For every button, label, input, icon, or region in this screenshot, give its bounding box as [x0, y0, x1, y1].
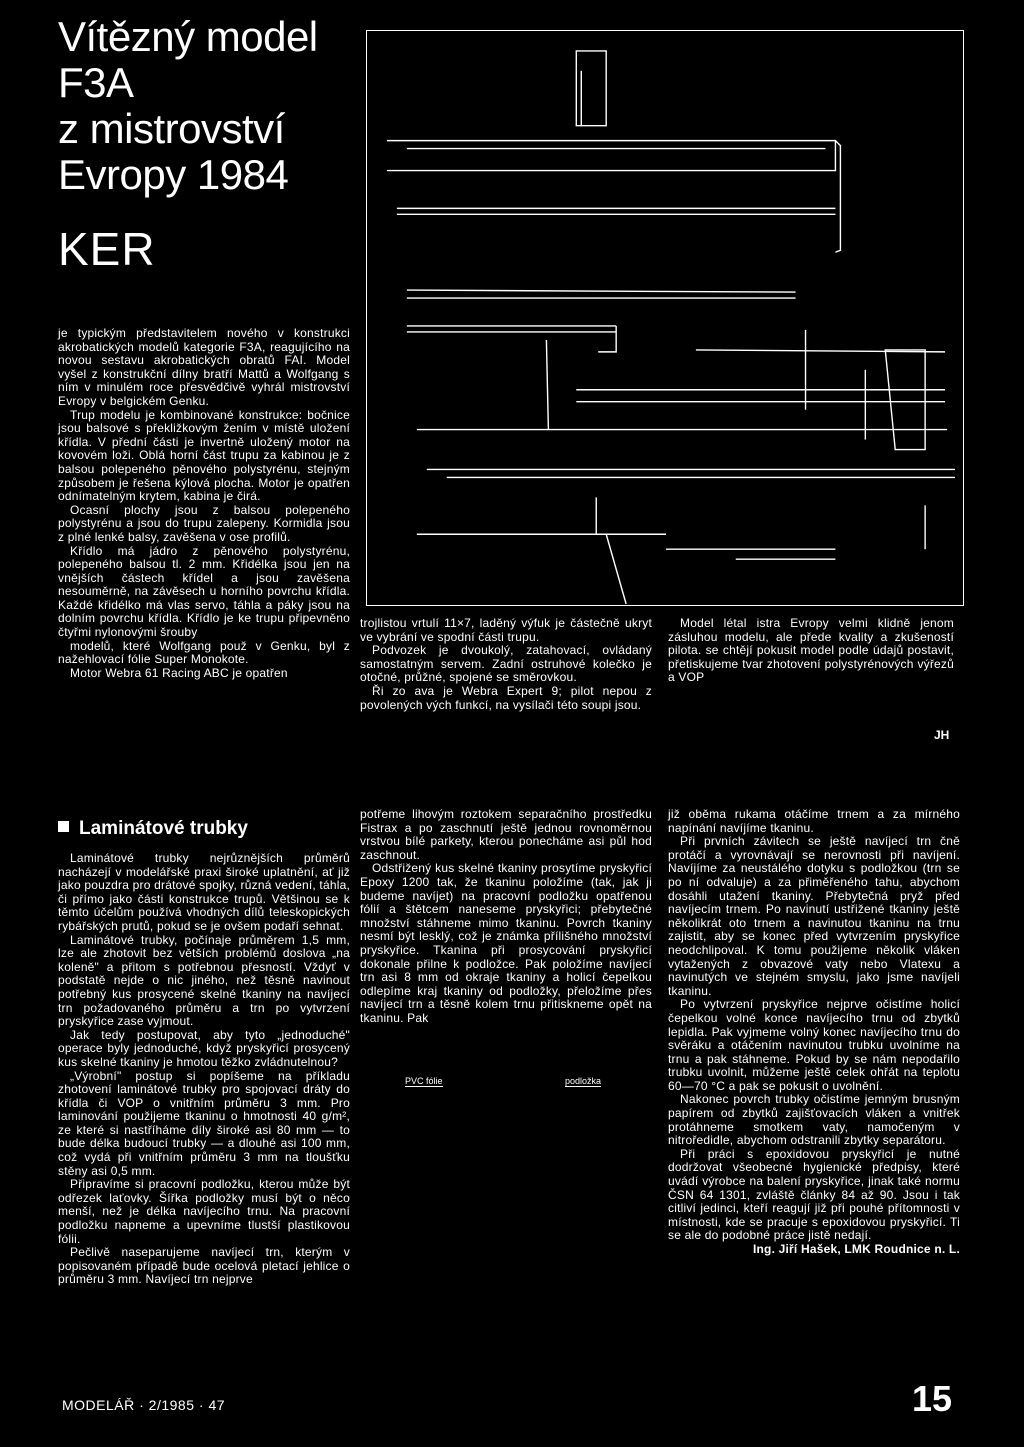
paragraph: Při prvních závitech se ještě navíjecí trn čně protáčí a vyrovnávají se nerovnosti při navíjení. Navíjíme za neustálého dotyku s podložkou (trn se po ní odvaluje) a za přiměřeného tahu, abychom dosáhli utažení tkaniny. Přebytečná pryž před navíjecím trnem. Po navinutí ustřižené tkaniny ještě několikrát oto trnem a navinutou tkaninu na trnu zajistit, aby se konec před vytvrzením pryskyřice neodchlipoval. K tomu použijeme několik vláken vytažených z obvazové vaty nebo Vlatexu a navinutých ve stejném smyslu, jako jsme navíjeli tkaninu.	[668, 834, 960, 998]
article-right-column	[668, 617, 954, 685]
paragraph: Po vytvrzení pryskyřice nejprve očistíme holicí čepelkou volné konce navíjecího trnu od zbytků lepidla. Pak vyjmeme volný konec navíjecího trnu do svěráku a otáčením navinutou trubku uvolníme na trnu a pak stáhneme. Pokud by se nám nepodařilo trubku uvolnit, můžeme ještě celek ohřát na teplotu 60—70 °C a pak se pokusit o uvolnění.	[668, 997, 960, 1093]
paragraph: Laminátové trubky, počínaje průměrem 1,5 mm, lze ale zhotovit bez větších problémů doslova „na koleně" a přitom s potřebnou přesností. Vždyť v podstatě nejde o nic jiného, než těsně navinout potřebný kus prosycené skelné tkaniny na navíjecí trn požadovaného průměru a trn po vytvrzení pryskyřice zase vyjmout.	[58, 932, 350, 1029]
title-line: Evropy 1984	[58, 151, 289, 198]
section-heading	[58, 818, 348, 840]
model-plan-drawing	[366, 30, 964, 606]
lamination-figure	[395, 1070, 635, 1098]
magazine-footer: MODELÁŘ · 2/1985 · 47	[62, 1397, 226, 1413]
paragraph: Ři zo ava je Webra Expert 9; pilot nepou z povolených vých funkcí, na vysílači této soupi jsou.	[360, 683, 652, 712]
paragraph: Připravíme si pracovní podložku, kterou může být odřezek laťovky. Šířka podložky musí být o něco menší, než je délka navíjecího trnu. Na pracovní podložku napneme a upevníme tlustší plastikovou fólii.	[58, 1177, 350, 1246]
page-number: 15	[912, 1378, 953, 1419]
paragraph: Motor Webra 61 Racing ABC je opatřen	[70, 665, 288, 680]
paragraph: Pečlivě naseparujeme navíjecí trn, kterým v popisovaném případě bude ocelová pletací jehlice o průměru 3 mm. Navíjecí trn nejprve	[58, 1245, 350, 1287]
paragraph: Laminátové trubky nejrůznějších průměrů nacházejí v modelářské praxi široké uplatnění, ať již jako pouzdra pro drátové spojky, různá vedení, táhla, či přímo jako části konstrukce trupů. Většinou se k těmto účelům používá vhodných dílů teleskopických rybářských prutů, pokud se je ovšem podaří sehnat.	[58, 851, 350, 933]
paragraph: „Výrobní" postup si popíšeme na příkladu zhotovení laminátové trubky pro spojovací dráty do křídla či VOP o vnitřním průměru 3 mm. Pro laminování použijeme tkaninu o hmotnosti 40 g/m², ze které si nastříháme díly široké asi 80 mm — to bude délka budoucí trubky — a dlouhé asi 100 mm, což vydá při vnitřním průměru 3 mm na tloušťku stěny asi 0,5 mm.	[58, 1068, 350, 1178]
figure-label: podložka	[565, 1076, 602, 1086]
title-line: z mistrovství	[58, 105, 285, 152]
paragraph: již oběma rukama otáčíme trnem a za mírného napínání navíjíme tkaninu.	[668, 807, 960, 835]
title-block	[58, 14, 358, 274]
section-column-1	[58, 852, 350, 1287]
paragraph: Podvozek je dvoukolý, zatahovací, ovládaný samostatným servem. Zadní ostruhové kolečko je otočné, průžné, spojené se směrovkou.	[360, 643, 652, 685]
paragraph: modelů, které Wolfgang použ v Genku, byl z nažehlovací fólie Super Monokote.	[58, 638, 350, 667]
paragraph: Odstřižený kus skelné tkaniny prosytíme pryskyřicí Epoxy 1200 tak, že tkaninu položíme (tak, jak ji budeme navíjet) na pracovní podložku opatřenou fólií a štětcem naneseme pryskyřici; přebytečné množství stáhneme mimo tkaninu. Povrch tkaniny nesmí být lesklý, což je známka přílišného množství pryskyřice. Tkanina při prosycování pryskyřicí dokonale přilne k podložce. Pak položíme navíjecí trn asi 8 mm od okraje tkaniny a holicí čepelkou odlepíme kraj tkaniny od podložky, přeložíme přes navíjecí trn a těsně kolem trnu přitiskneme opět na tkaninu. Pak	[360, 861, 652, 1025]
paragraph: Při práci s epoxidovou pryskyřicí je nutné dodržovat všeobecné hygienické předpisy, které uvádí výrobce na balení pryskyřice, jinak také normu ČSN 64 1301, zvláště články 84 až 90. Jsou i tak citliví jedinci, kteří reagují již při pouhé přítomnosti v místnosti, kde se pracuje s epoxidovou pryskyřicí. Ti se ale do podobné práce jistě nedají.	[668, 1146, 960, 1243]
paragraph: Ocasní plochy jsou z balsou polepeného polystyrénu a jsou do trupu zalepeny. Kormidla jsou z plné lenké balsy, zavěšena v ose profilů.	[58, 502, 350, 544]
article-signature: JH	[934, 728, 950, 742]
section-title: Laminátové trubky	[79, 818, 248, 839]
paragraph: trojlistou vrtulí 11×7, laděný výfuk je částečně ukryt ve vybrání ve spodní části trupu.	[360, 616, 652, 644]
paragraph: Trup modelu je kombinované konstrukce: bočnice jsou balsové s překližkovým žením v místě uložení křídla. V přední části je invertně uložený motor na kovovém loži. Oblá horní část trupu za kabinou je z balsou polepeného pěnového polystyrénu, stejným způsobem je řešena kýlová plocha. Motor je opatřen odnímatelným krytem, kabina je čirá.	[58, 407, 350, 504]
article-left-column	[58, 327, 350, 680]
paragraph: Jak tedy postupovat, aby tyto „jednoduché" operace byly jednoduché, když pryskyřicí prosycený kus skelné tkaniny je hmotou těžko zvládnutelnou?	[58, 1027, 350, 1069]
figure-label: PVC fólie	[405, 1076, 443, 1086]
bullet-square-icon	[58, 821, 69, 832]
section-signature: Ing. Jiří Hašek, LMK Roudnice n. L.	[752, 1242, 960, 1256]
title-line: F3A	[58, 59, 134, 106]
title-line: Vítězný model	[58, 13, 318, 60]
plan-view-svg	[367, 31, 963, 605]
paragraph: potřeme lihovým roztokem separačního prostředku Fistrax a po zaschnutí ještě jednou rovnoměrnou vrstvou bílé parkety, kterou ponecháme asi půl hod zaschnout.	[360, 807, 652, 862]
article-middle-column	[360, 617, 652, 712]
section-column-2	[360, 808, 652, 1026]
paragraph: Křídlo má jádro z pěnového polystyrénu, polepeného balsou tl. 2 mm. Křidélka jsou jen na vnějších částech křídel a jsou zavěšena nesouměrně, na závěsech u horního povrchu křídla. Každé křidélko má vlas servo, táhla a páky jsou na dolním povrchu křídla. Křídlo je ke trupu připevněno čtyřmi nylonovými šrouby	[58, 543, 350, 640]
paragraph: je typickým představitelem nového v konstrukci akrobatických modelů kategorie F3A, reagujícího na novou sestavu akrobatických obratů FAI. Model vyšel z konstrukční dílny bratří Mattů a Wolfgang s ním v minulém roce přesvědčivě vyhrál mistrovství Evropy v belgickém Genku.	[58, 326, 350, 408]
section-column-3	[668, 808, 960, 1257]
model-name: KER	[58, 223, 156, 275]
paragraph: Model létal istra Evropy velmi klidně jenom zásluhou modelu, ale přede kvality a zkušeností pilota. se chtějí pokusit model podle údajů postavit, přetiskujeme tvar zhotovení polystyrénových výřezů a VOP	[668, 616, 954, 685]
paragraph: Nakonec povrch trubky očistíme jemným brusným papírem od zbytků zajišťovacích vláken a vnitřek protáhneme smotkem vaty, namočeným v nitroředidle, abychom odstranili zbytky separátoru.	[668, 1092, 960, 1148]
